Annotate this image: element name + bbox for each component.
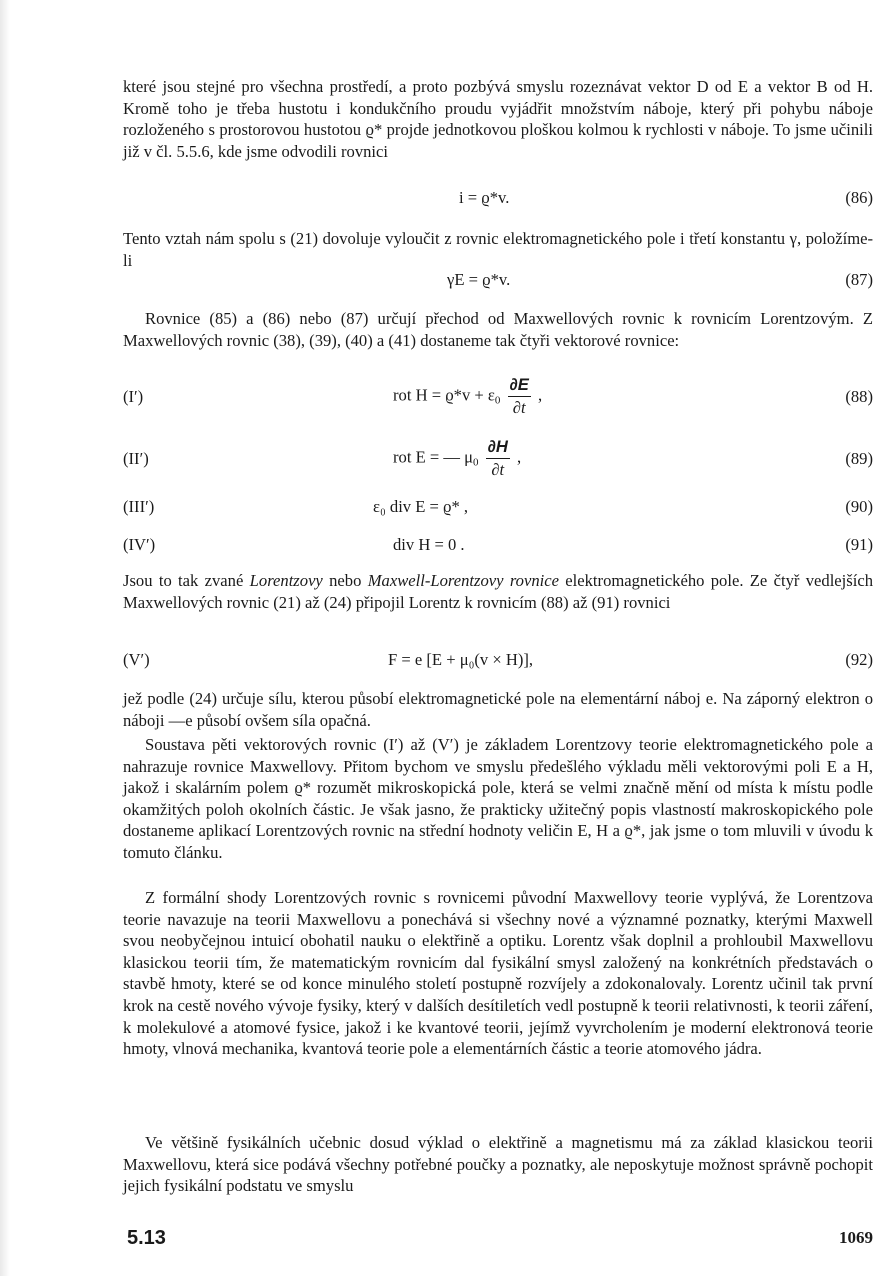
equation-89-body xyxy=(393,437,521,480)
equation-89-tail: , xyxy=(517,447,522,467)
equation-92-number: (92) xyxy=(845,650,873,669)
equation-92-label: (V′) xyxy=(123,650,150,669)
equation-86 xyxy=(123,188,873,212)
equation-88-sub: 0 xyxy=(494,394,501,407)
equation-88-body xyxy=(393,375,542,418)
equation-89 xyxy=(123,437,873,483)
equation-88-frac-den: ∂t xyxy=(512,398,526,417)
equation-90 xyxy=(123,497,873,521)
equation-87-number: (87) xyxy=(845,270,873,289)
paragraph-4-term-lorentz: Lorentzovy xyxy=(249,571,323,590)
equation-89-frac-den: ∂t xyxy=(491,460,505,479)
equation-88-label: (I′) xyxy=(123,387,144,406)
section-number: 5.13 xyxy=(127,1227,166,1249)
equation-88-fraction xyxy=(508,375,531,418)
paragraph-6: Soustava pěti vektorových rovnic (I′) až (V′) je základem Lorentzovy teorie elektromagnetického pole a nahrazuje rovnice Maxwellovy. Přitom bychom ve smyslu předešlého výkladu měli vektorovými poli E a H, jakož i skalárním polem ϱ* rozumět mikroskopická pole, která se velmi značně mění od místa k místu podle okamžitých poloh okolních částic. Je však jasno, že prakticky užitečný popis vlastností makroskopického pole dostaneme aplikací Lorentzových rovnic na střední hodnoty veličin E, H a ϱ*, jak jsme o tom mluvili v úvodu k tomuto článku. xyxy=(123,735,873,862)
equation-89-number: (89) xyxy=(845,449,873,468)
paragraph-8: Ve většině fysikálních učebnic dosud výklad o elektřině a magnetismu má za základ klasickou teorii Maxwellovu, která sice podává všechny potřebné poučky a poznatky, ale neposkytuje možnost správně pochopit jejich fysikální podstatu ve smyslu xyxy=(123,1133,873,1196)
equation-88 xyxy=(123,375,873,421)
paragraph-2: Tento vztah nám spolu s (21) dovoluje vyloučit z rovnic elektromagnetického pole i třetí konstantu γ, položíme-li xyxy=(123,229,873,270)
equation-92 xyxy=(123,650,873,674)
paragraph-3: Rovnice (85) a (86) nebo (87) určují přechod od Maxwellových rovnic k rovnicím Lorentzovým. Z Maxwellových rovnic (38), (39), (40) a (41) dostaneme tak čtyři vektorové rovnice: xyxy=(123,309,873,350)
equation-89-lhs: rot E = — μ xyxy=(393,447,474,467)
paragraph-1: které jsou stejné pro všechna prostředí, a proto pozbývá smyslu rozeznávat vektor D od E a vektor B od H. Kromě toho je třeba hustotu i kondukčního proudu vyjádřit množstvím náboje, který při pohybu náboje rozloženého s prostorovou hustotou ϱ* projde jednotkovou ploškou kolmou k rychlosti v náboje. To jsme učinili již v čl. 5.5.6, kde jsme odvodili rovnici xyxy=(123,77,873,161)
equation-86-body: i = ϱ*v. xyxy=(459,188,510,207)
equation-90-body: ε₀ div E = ϱ* , xyxy=(373,497,469,516)
page-edge-shadow xyxy=(0,0,10,1276)
equation-88-lhs: rot H = ϱ*v + ε xyxy=(393,385,495,405)
equation-86-number: (86) xyxy=(845,188,873,207)
equation-88-number: (88) xyxy=(845,387,873,406)
equation-92-body: F = e [E + μ₀(v × H)], xyxy=(388,650,534,669)
paragraph-4-start: Jsou to tak zvané xyxy=(123,571,244,590)
page-number: 1069 xyxy=(839,1228,873,1247)
equation-88-tail: , xyxy=(537,385,543,405)
equation-91 xyxy=(123,535,873,559)
equation-88-frac-num: ∂E xyxy=(508,375,531,397)
equation-91-number: (91) xyxy=(845,535,873,554)
equation-87 xyxy=(123,270,873,294)
paragraph-7: Z formální shody Lorentzových rovnic s rovnicemi původní Maxwellovy teorie vyplývá, že Lorentzova teorie navazuje na teorii Maxwellovu a ponechává si všechny nové a významné poznatky, kterými Maxwell svou neobyčejnou intuicí obohatil nauku o elektřině a optiku. Lorentz však doplnil a prohloubil Maxwellovu klasickou teorii tím, že matematickým rovnicím dal fysikální smysl založený na konkrétních představách o stavbě hmoty, které se od konce minulého století postupně rozvíjely a zdokonalovaly. Lorentz učinil tak první krok na cestě nového vývoje fysiky, který v dalších desítiletích vedl postupně k teorii relativnosti, k teorii záření, k molekulové a atomové fysice, jakož i ke kvantové teorii, jejímž vyvrcholením je moderní elektronová teorie hmoty, vlnová mechanika, kvantová teorie pole a elementárních částic a teorie atomového jádra. xyxy=(123,888,873,1059)
equation-89-fraction xyxy=(486,437,510,480)
equation-91-body: div H = 0 . xyxy=(393,535,465,554)
equation-90-number: (90) xyxy=(845,497,873,516)
equation-89-frac-num: ∂H xyxy=(486,437,510,459)
equation-87-body: γE = ϱ*v. xyxy=(447,270,511,289)
equation-91-label: (IV′) xyxy=(123,535,156,554)
paragraph-4-term-maxwell-lorentz: Maxwell-Lorentzovy rovnice xyxy=(367,571,559,590)
paragraph-4-mid: nebo xyxy=(329,571,362,590)
equation-89-label: (II′) xyxy=(123,449,149,468)
equation-89-sub: 0 xyxy=(473,456,479,469)
paragraph-4-end: elektromagnetického pole. Ze čtyř vedlejších Maxwellových rovnic (21) až (24) připojil Lorentz k rovnicím (88) až (91) rovnici xyxy=(123,571,874,612)
equation-90-label: (III′) xyxy=(123,497,155,516)
paragraph-5: jež podle (24) určuje sílu, kterou působí elektromagnetické pole na elementární náboj e. Na záporný elektron o náboji —e působí ovšem síla opačná. xyxy=(123,689,873,730)
paragraph-4 xyxy=(123,570,873,613)
